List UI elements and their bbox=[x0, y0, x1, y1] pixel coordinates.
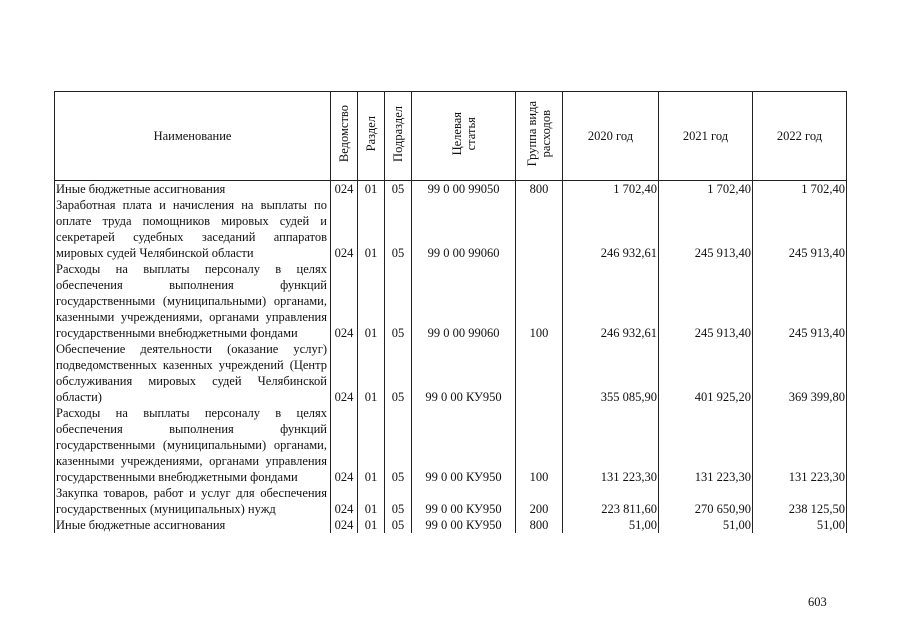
page-number: 603 bbox=[808, 595, 827, 609]
row-2022: 51,00 bbox=[753, 517, 847, 533]
row-2021: 270 650,90 bbox=[659, 485, 753, 517]
row-gruppa: 100 bbox=[516, 261, 563, 341]
header-vedomstvo-label: Ведомство bbox=[337, 105, 351, 163]
row-name: Обеспечение деятельности (оказание услуг) подведомственных казенных учреждений (Центр обслуживания мировых судей Челябинской области) bbox=[55, 341, 331, 405]
row-2022: 369 399,80 bbox=[753, 341, 847, 405]
header-gruppa-label: Группа вида расходов bbox=[525, 101, 553, 167]
row-vedomstvo: 024 bbox=[331, 517, 358, 533]
budget-table-frame bbox=[54, 91, 846, 533]
row-name: Иные бюджетные ассигнования bbox=[55, 517, 331, 533]
row-vedomstvo: 024 bbox=[331, 341, 358, 405]
row-vedomstvo: 024 bbox=[331, 261, 358, 341]
row-gruppa: 200 bbox=[516, 485, 563, 517]
row-razdel: 01 bbox=[358, 197, 385, 261]
table-row bbox=[55, 181, 847, 198]
row-2020: 131 223,30 bbox=[563, 405, 659, 485]
row-celevaya: 99 0 00 99050 bbox=[412, 181, 516, 198]
row-name: Расходы на выплаты персоналу в целях обеспечения выполнения функций государственными (муниципальными) органами, казенными учреждениями, органами управления государственными внебюджетными фондами bbox=[55, 261, 331, 341]
row-2020: 355 085,90 bbox=[563, 341, 659, 405]
row-podrazdel: 05 bbox=[385, 341, 412, 405]
header-celevaya bbox=[412, 92, 516, 181]
header-podrazdel-label: Подраздел bbox=[391, 106, 405, 162]
row-podrazdel: 05 bbox=[385, 485, 412, 517]
row-name: Заработная плата и начисления на выплаты по оплате труда помощников мировых судей и секретарей судебных заседаний аппаратов мировых судей Челябинской области bbox=[55, 197, 331, 261]
budget-table bbox=[54, 91, 847, 533]
table-row bbox=[55, 405, 847, 485]
table-row bbox=[55, 261, 847, 341]
row-2021: 1 702,40 bbox=[659, 181, 753, 198]
row-razdel: 01 bbox=[358, 405, 385, 485]
row-vedomstvo: 024 bbox=[331, 197, 358, 261]
row-2021: 401 925,20 bbox=[659, 341, 753, 405]
row-2020: 51,00 bbox=[563, 517, 659, 533]
row-celevaya: 99 0 00 КУ950 bbox=[412, 405, 516, 485]
header-podrazdel bbox=[385, 92, 412, 181]
header-razdel-label: Раздел bbox=[364, 116, 378, 152]
row-celevaya: 99 0 00 КУ950 bbox=[412, 341, 516, 405]
header-vedomstvo bbox=[331, 92, 358, 181]
row-razdel: 01 bbox=[358, 485, 385, 517]
row-2020: 246 932,61 bbox=[563, 261, 659, 341]
row-celevaya: 99 0 00 99060 bbox=[412, 197, 516, 261]
row-2022: 1 702,40 bbox=[753, 181, 847, 198]
row-gruppa: 800 bbox=[516, 181, 563, 198]
row-vedomstvo: 024 bbox=[331, 405, 358, 485]
row-2020: 223 811,60 bbox=[563, 485, 659, 517]
row-2020: 246 932,61 bbox=[563, 197, 659, 261]
row-name: Расходы на выплаты персоналу в целях обеспечения выполнения функций государственными (муниципальными) органами, казенными учреждениями, органами управления государственными внебюджетными фондами bbox=[55, 405, 331, 485]
row-2021: 245 913,40 bbox=[659, 197, 753, 261]
row-celevaya: 99 0 00 КУ950 bbox=[412, 485, 516, 517]
row-gruppa bbox=[516, 197, 563, 261]
row-razdel: 01 bbox=[358, 517, 385, 533]
row-name: Закупка товаров, работ и услуг для обеспечения государственных (муниципальных) нужд bbox=[55, 485, 331, 517]
row-podrazdel: 05 bbox=[385, 261, 412, 341]
row-2022: 245 913,40 bbox=[753, 197, 847, 261]
table-header-row bbox=[55, 92, 847, 181]
row-gruppa: 100 bbox=[516, 405, 563, 485]
header-razdel bbox=[358, 92, 385, 181]
table-row bbox=[55, 485, 847, 517]
table-row bbox=[55, 197, 847, 261]
row-2020: 1 702,40 bbox=[563, 181, 659, 198]
row-2022: 245 913,40 bbox=[753, 261, 847, 341]
row-name: Иные бюджетные ассигнования bbox=[55, 181, 331, 198]
row-podrazdel: 05 bbox=[385, 197, 412, 261]
row-2021: 245 913,40 bbox=[659, 261, 753, 341]
header-name: Наименование bbox=[55, 92, 331, 181]
row-vedomstvo: 024 bbox=[331, 485, 358, 517]
row-razdel: 01 bbox=[358, 261, 385, 341]
header-gruppa bbox=[516, 92, 563, 181]
row-2022: 131 223,30 bbox=[753, 405, 847, 485]
table-row bbox=[55, 341, 847, 405]
header-celevaya-label: Целевая статья bbox=[449, 112, 478, 156]
row-celevaya: 99 0 00 КУ950 bbox=[412, 517, 516, 533]
header-2022: 2022 год bbox=[753, 92, 847, 181]
row-vedomstvo: 024 bbox=[331, 181, 358, 198]
row-2022: 238 125,50 bbox=[753, 485, 847, 517]
row-podrazdel: 05 bbox=[385, 405, 412, 485]
row-razdel: 01 bbox=[358, 181, 385, 198]
table-row bbox=[55, 517, 847, 533]
row-2021: 51,00 bbox=[659, 517, 753, 533]
row-podrazdel: 05 bbox=[385, 181, 412, 198]
row-podrazdel: 05 bbox=[385, 517, 412, 533]
row-razdel: 01 bbox=[358, 341, 385, 405]
header-2021: 2021 год bbox=[659, 92, 753, 181]
header-2020: 2020 год bbox=[563, 92, 659, 181]
row-gruppa: 800 bbox=[516, 517, 563, 533]
row-celevaya: 99 0 00 99060 bbox=[412, 261, 516, 341]
row-gruppa bbox=[516, 341, 563, 405]
row-2021: 131 223,30 bbox=[659, 405, 753, 485]
